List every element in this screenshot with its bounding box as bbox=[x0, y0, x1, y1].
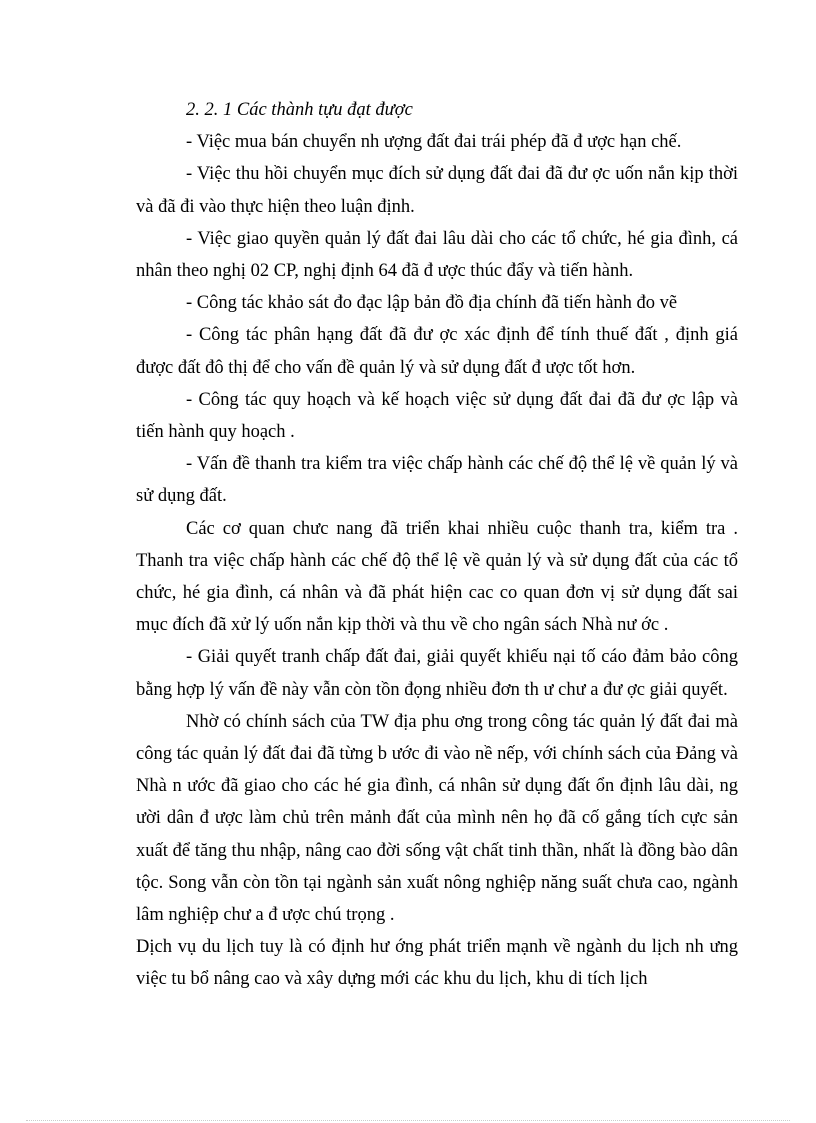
paragraph-4: - Công tác khảo sát đo đạc lập bản đồ địa chính đã tiến hành đo vẽ bbox=[186, 293, 678, 314]
paragraph-6: - Công tác quy hoạch và kế hoạch việc sử dụng đất đai đã đư ợc lập và tiến hành quy hoạch . bbox=[136, 389, 738, 443]
paragraph-10: Nhờ có chính sách của TW địa phu ơng trong công tác quản lý đất đai mà công tác quản lý đất đai đã từng b ước đi vào nề nếp, với chính sách của Đảng và Nhà n ước đã giao cho các hé gia đình, cá nhân sử dụng đất ổn định lâu dài, ng ười dân đ ược làm chủ trên mảnh đất của mình nên họ đã cố gắng tích cực sản xuất để tăng thu nhập, nâng cao đời sống vật chất tinh thần, nhất là đồng bào dân tộc. Song vẫn còn tồn tại ngành sản xuất nông nghiệp năng suất chưa cao, ngành lâm nghiệp chư a đ ược chú trọng . bbox=[136, 711, 738, 926]
paragraph-7: - Vấn đề thanh tra kiểm tra việc chấp hành các chế độ thể lệ về quản lý và sử dụng đất. bbox=[136, 454, 738, 507]
paragraph-1: - Việc mua bán chuyển nh ượng đất đai trái phép đã đ ược hạn chế. bbox=[186, 132, 682, 153]
paragraph-9: - Giải quyết tranh chấp đất đai, giải quyết khiếu nại tố cáo đảm bảo công bằng hợp lý vấn đề này vẫn còn tồn đọng nhiều đơn th ư chư a đư ợc giải quyết. bbox=[136, 647, 738, 700]
document-body bbox=[136, 94, 738, 996]
paragraph-2: - Việc thu hồi chuyển mục đích sử dụng đất đai đã đư ợc uốn nắn kịp thời và đã đi vào thực hiện theo luận định. bbox=[136, 164, 738, 217]
paragraph-5: - Công tác phân hạng đất đã đư ợc xác định để tính thuế đất , định giá được đất đô thị để cho vấn đề quản lý và sử dụng đất đ ược tốt hơn. bbox=[136, 325, 738, 378]
paragraph-11: Dịch vụ du lịch tuy là có định hư ớng phát triển mạnh về ngành du lịch nh ưng việc tu bổ nâng cao và xây dựng mới các khu du lịch, khu di tích lịch bbox=[136, 937, 738, 990]
paragraph-3: - Việc giao quyền quản lý đất đai lâu dài cho các tổ chức, hé gia đình, cá nhân theo nghị 02 CP, nghị định 64 đã đ ược thúc đẩy và tiến hành. bbox=[136, 228, 738, 282]
section-heading: 2. 2. 1 Các thành tựu đạt được bbox=[186, 100, 413, 120]
paragraph-8: Các cơ quan chưc nang đã triển khai nhiều cuộc thanh tra, kiểm tra . Thanh tra việc chấp hành các chế độ thể lệ về quản lý và sử dụng đất của các tổ chức, hé gia đình, cá nhân và đã phát hiện cac co quan đơn vị sử dụng đất sai mục đích đã xử lý uốn nắn kịp thời và thu về cho ngân sách Nhà nư ớc . bbox=[136, 518, 738, 636]
page-bottom-divider bbox=[26, 1120, 790, 1121]
